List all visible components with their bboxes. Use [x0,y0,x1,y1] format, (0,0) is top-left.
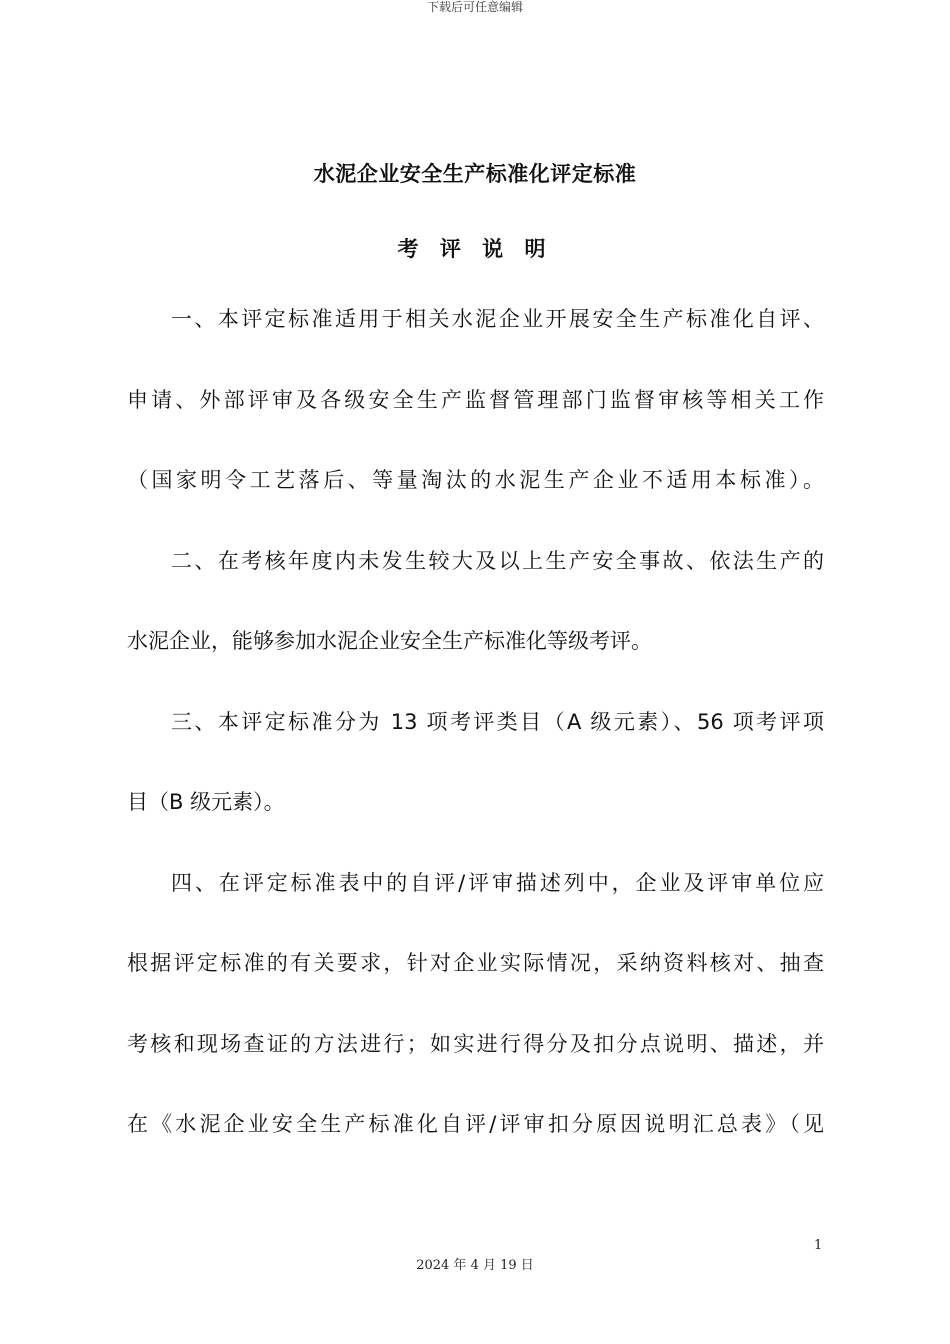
body-line: 二、在考核年度内未发生较大及以上生产安全事故、依法生产的 [171,548,824,573]
body-line: 根据评定标准的有关要求，针对企业实际情况，采纳资料核对、抽查 [127,951,824,975]
body-line: 水泥企业，能够参加水泥企业安全生产标准化等级考评。 [127,629,652,653]
body-line: 三、本评定标准分为 13 项考评类目（A 级元素）、56 项考评项 [171,709,824,734]
document-title: 水泥企业安全生产标准化评定标准 [313,162,637,186]
body-line: 目（B 级元素）。 [127,790,285,814]
body-line: 四、在评定标准表中的自评/评审描述列中，企业及评审单位应 [171,870,824,895]
document-subtitle: 考 评 说 明 [397,237,553,261]
header-note: 下载后可任意编辑 [426,0,523,14]
body-line: 在《水泥企业安全生产标准化自评/评审扣分原因说明汇总表》（见 [127,1112,824,1136]
page-number: 1 [814,1238,823,1253]
body-line: 申请、外部评审及各级安全生产监督管理部门监督审核等相关工作 [127,387,824,412]
body-line: 一、本评定标准适用于相关水泥企业开展安全生产标准化自评、 [171,307,824,331]
document-body [127,296,824,1182]
body-line: 考核和现场查证的方法进行；如实进行得分及扣分点说明、描述，并 [127,1031,824,1056]
footer-date: 2024 年 4 月 19 日 [416,1258,534,1273]
body-line: （国家明令工艺落后、等量淘汰的水泥生产企业不适用本标准）。 [127,468,824,492]
